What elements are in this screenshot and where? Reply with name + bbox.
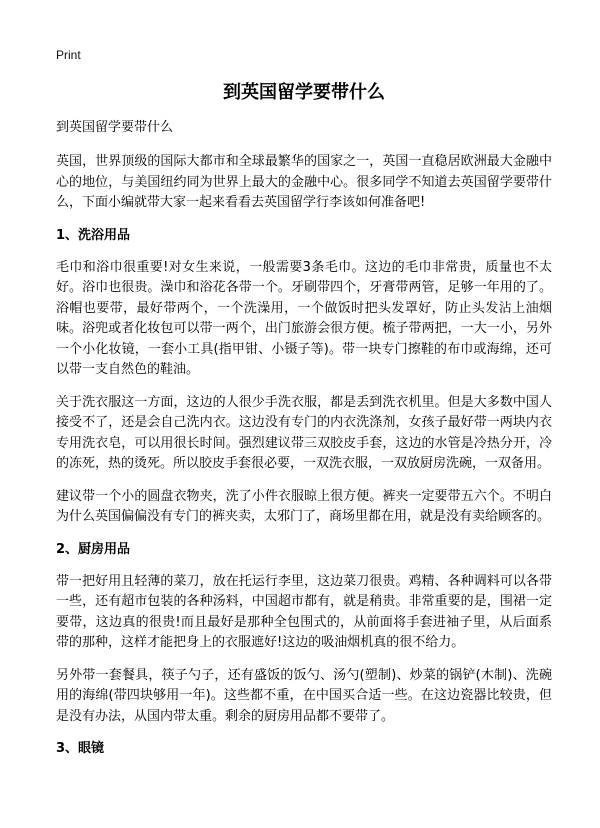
- intro-paragraph: 英国，世界顶级的国际大都市和全球最繁华的国家之一，英国一直稳居欧洲最大金融中心的地位，与美国纽约同为世界上最大的金融中心。很多同学不知道去英国留学要带什么，下面小编就带大家一起来看看去英国留学行李该如何准备吧!: [56, 154, 552, 210]
- section-heading-kitchen: 2、厨房用品: [56, 541, 131, 557]
- section-paragraph: 建议带一个小的圆盘衣物夹，洗了小件衣服晾上很方便。裤夹一定要带五六个。不明白为什么英国偏偏没有专门的裤夹卖，太邪门了，商场里都在用，就是没有卖给顾客的。: [56, 488, 552, 524]
- section-heading-glasses: 3、眼镜: [56, 741, 105, 756]
- section-heading-bath: 1、洗浴用品: [56, 227, 131, 243]
- document-body: [56, 118, 552, 771]
- print-link[interactable]: Print: [56, 48, 81, 62]
- section-paragraph: 另外带一套餐具，筷子勺子，还有盛饭的饭勺、汤勺(塑制)、炒菜的锅铲(木制)、洗碗用的海绵(带四块够用一年)。这些都不重，在中国买合适一些。在这边瓷器比较贵，但是没有办法，从国内带太重。剩余的厨房用品都不要带了。: [56, 667, 552, 724]
- document-title: 到英国留学要带什么: [223, 82, 385, 103]
- section-paragraph: 毛巾和浴巾很重要!对女生来说，一般需要3条毛巾。这边的毛巾非常贵，质量也不太好。浴巾也很贵。澡巾和浴花各带一个。牙刷带四个，牙膏带两管，足够一年用的了。浴帽也要带，最好带两个，一个洗澡用，一个做饭时把头发罩好，防止头发沾上油烟味。浴兜或者化妆包可以带一两个，出门旅游会很方便。梳子带两把，一大一小，另外一个小化妆镜，一套小工具(指甲钳、小镊子等)。带一块专门擦鞋的布巾或海绵，还可以带一支自然色的鞋油。: [56, 259, 552, 377]
- section-paragraph: 关于洗衣服这一方面，这边的人很少手洗衣服，都是丢到洗衣机里。但是大多数中国人接受不了，还是会自己洗内衣。这边没有专门的内衣洗涤剂，女孩子最好带一两块内衣专用洗衣皂，可以用很长时间。强烈建议带三双胶皮手套，这边的水管是冷热分开，冷的冻死，热的烫死。所以胶皮手套很必要，一双洗衣服，一双放厨房洗碗，一双备用。: [56, 394, 552, 471]
- section-paragraph: 带一把好用且轻薄的菜刀，放在托运行李里，这边菜刀很贵。鸡精、各种调料可以各带一些，还有超市包装的各种汤料，中国超市都有，就是稍贵。非常重要的是，围裙一定要带，这边真的很贵!而且最好是那种全包围式的，从前面将手套进袖子里，从后面系带的那种，这样才能把身上的衣服遮好!这边的吸油烟机真的很不给力。: [56, 573, 552, 650]
- document-subtitle: 到英国留学要带什么: [56, 120, 174, 135]
